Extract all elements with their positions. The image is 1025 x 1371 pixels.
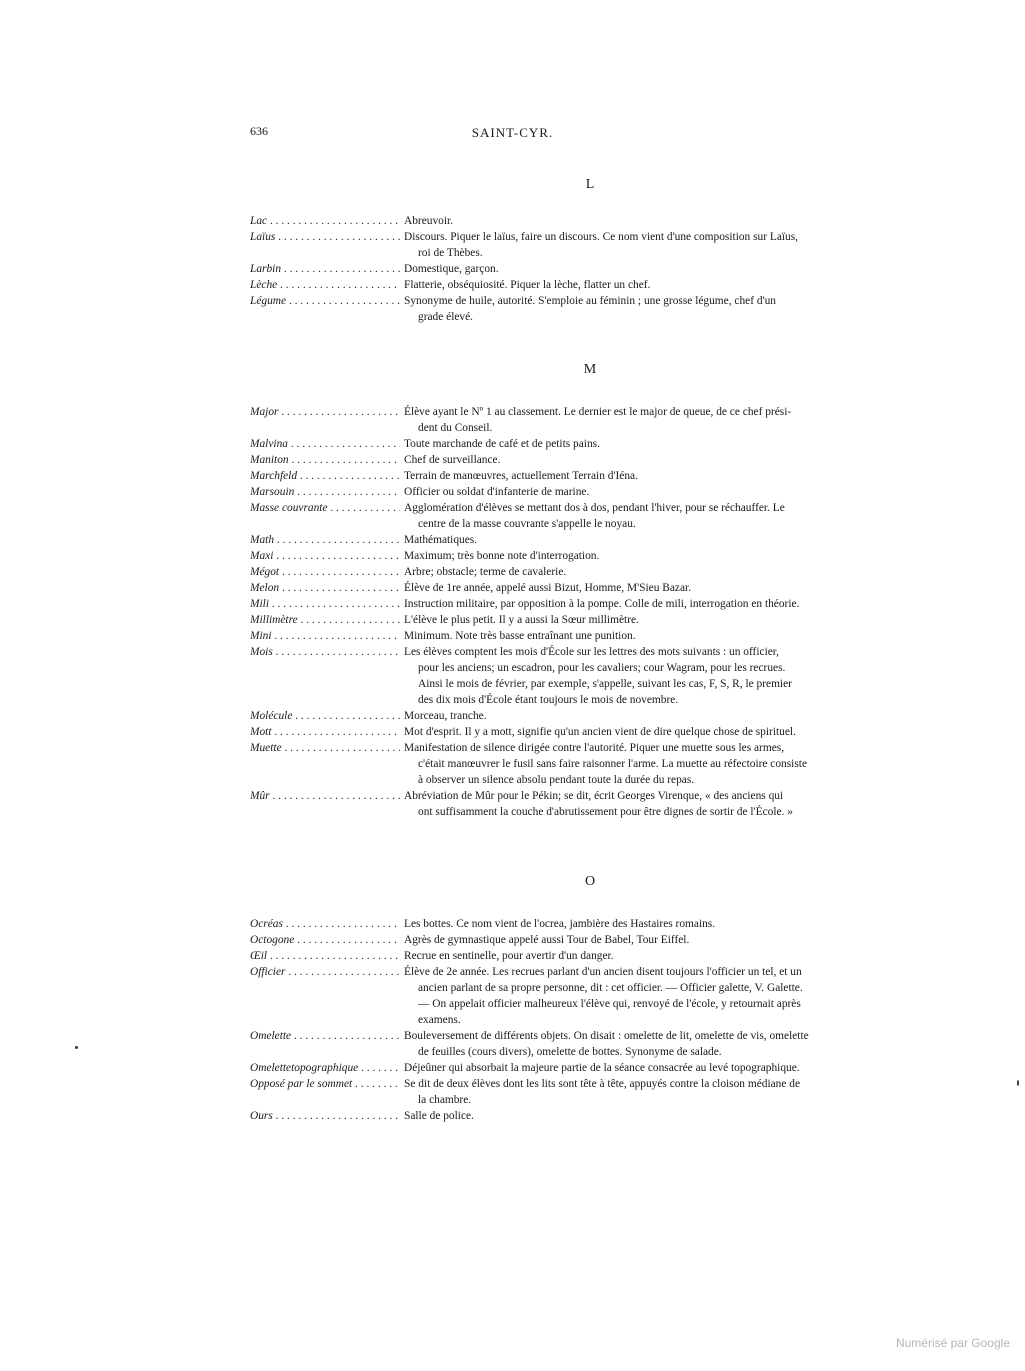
dictionary-entry (250, 229, 930, 261)
entry-term (250, 1076, 400, 1108)
definition-line: la chambre. (418, 1094, 472, 1106)
ink-speck (75, 1046, 78, 1049)
definition-line: Élève ayant le Nº 1 au classement. Le dernier est le major de queue, de ce chef prési- (404, 406, 792, 418)
entry-term-text: Œil (250, 950, 268, 962)
entry-term-text: Octogone (250, 934, 295, 946)
dictionary-entry (250, 261, 930, 277)
entry-term (250, 628, 400, 644)
dictionary-entry (250, 564, 930, 580)
entry-term (250, 740, 400, 788)
dictionary-entry (250, 500, 930, 532)
entry-term-text: Melon (250, 582, 280, 594)
entry-term-text: Omelettetopographique (250, 1062, 359, 1074)
entry-term (250, 564, 400, 580)
entry-term-text: Muette (250, 742, 282, 754)
definition-line: Les élèves comptent les mois d'École sur les lettres des mots suivants : un officier, (404, 646, 779, 658)
entry-term-text: Math (250, 534, 275, 546)
entry-definition (400, 500, 930, 532)
entry-definition (400, 213, 930, 229)
dictionary-entry (250, 1076, 930, 1108)
dictionary-entry (250, 788, 930, 820)
definition-line: Discours. Piquer le laïus, faire un discours. Ce nom vient d'une composition sur Laïus, (404, 231, 799, 243)
definition-line: ancien parlant de sa propre personne, dit : cet officier. — Officier galette, V. Galette. (418, 982, 803, 994)
definition-line: de feuilles (cours divers), omelette de bottes. Synonyme de salade. (418, 1046, 722, 1058)
entry-term (250, 293, 400, 325)
entry-definition (400, 548, 930, 564)
dictionary-entry (250, 964, 930, 1028)
definition-line: Flatterie, obséquiosité. Piquer la lèche, flatter un chef. (404, 279, 651, 291)
entry-term (250, 612, 400, 628)
entry-term-text: Maxi (250, 550, 274, 562)
entry-term-text: Ours (250, 1110, 273, 1122)
entry-definition (400, 580, 930, 596)
definition-line: Manifestation de silence dirigée contre l'autorité. Piquer une muette sous les armes, (404, 742, 785, 754)
entry-definition (400, 916, 930, 932)
section-o (250, 916, 930, 1124)
dictionary-entry (250, 628, 930, 644)
entry-definition (400, 740, 930, 788)
dictionary-entry (250, 724, 930, 740)
entry-definition (400, 644, 930, 708)
definition-line: Ainsi le mois de février, par exemple, s'appelle, suivant les cas, F, S, R, le premier (418, 678, 792, 690)
dictionary-entry (250, 404, 930, 436)
definition-line: à observer un silence absolu pendant toute la durée du repas. (418, 774, 695, 786)
entry-definition (400, 1060, 930, 1076)
entry-term-text: Marsouin (250, 486, 295, 498)
dictionary-entry (250, 740, 930, 788)
definition-line: pour les anciens; un escadron, pour les cavaliers; cour Wagram, pour les recrues. (418, 662, 786, 674)
definition-line: centre de la masse couvrante s'appelle le noyau. (418, 518, 636, 530)
dictionary-entry (250, 916, 930, 932)
section-l (250, 213, 930, 325)
dictionary-entry (250, 932, 930, 948)
dictionary-entry (250, 484, 930, 500)
entry-term-text: Mili (250, 598, 269, 610)
entry-definition (400, 1028, 930, 1060)
entry-term (250, 708, 400, 724)
dictionary-entry (250, 948, 930, 964)
section-letter-m: M (583, 362, 597, 377)
entry-term (250, 229, 400, 261)
definition-line: — On appelait officier malheureux l'élève qui, renvoyé de l'école, y retournait après (418, 998, 801, 1010)
definition-line: Instruction militaire, par opposition à la pompe. Colle de mili, interrogation en théorie. (404, 598, 800, 610)
entry-definition (400, 932, 930, 948)
definition-line: Officier ou soldat d'infanterie de marine. (404, 486, 590, 498)
entry-definition (400, 1076, 930, 1108)
dictionary-entry (250, 612, 930, 628)
dictionary-entry (250, 1108, 930, 1124)
entry-definition (400, 1108, 930, 1124)
definition-line: Se dit de deux élèves dont les lits sont tête à tête, appuyés contre la cloison médiane de (404, 1078, 801, 1090)
page-number: 636 (250, 124, 268, 138)
entry-definition (400, 468, 930, 484)
entry-definition (400, 788, 930, 820)
dictionary-entry (250, 468, 930, 484)
section-letter-o: O (584, 874, 596, 889)
definition-line: Élève de 1re année, appelé aussi Bizut, Homme, M'Sieu Bazar. (404, 582, 692, 594)
definition-line: Salle de police. (404, 1110, 474, 1122)
definition-line: roi de Thèbes. (418, 247, 483, 259)
entry-term (250, 964, 400, 1028)
dictionary-entry (250, 1028, 930, 1060)
entry-definition (400, 452, 930, 468)
entry-definition (400, 964, 930, 1028)
entry-term-text: Mégot (250, 566, 280, 578)
entry-term (250, 261, 400, 277)
entry-term (250, 916, 400, 932)
entry-definition (400, 628, 930, 644)
entry-term-text: Millimètre (250, 614, 298, 626)
entry-definition (400, 612, 930, 628)
entry-term-text: Marchfeld (250, 470, 298, 482)
definition-line: Toute marchande de café et de petits pains. (404, 438, 600, 450)
definition-line: grade élevé. (418, 311, 474, 323)
entry-definition (400, 484, 930, 500)
entry-term (250, 213, 400, 229)
entry-term-text: Légume (250, 295, 287, 307)
definition-line: Minimum. Note très basse entraînant une punition. (404, 630, 636, 642)
entry-term (250, 724, 400, 740)
entry-term (250, 1108, 400, 1124)
entry-term (250, 452, 400, 468)
entry-definition (400, 708, 930, 724)
definition-line: dent du Conseil. (418, 422, 493, 434)
entry-definition (400, 436, 930, 452)
definition-line: Synonyme de huile, autorité. S'emploie au féminin ; une grosse légume, chef d'un (404, 295, 776, 307)
definition-line: des dix mois d'École étant toujours le mois de novembre. (418, 694, 679, 706)
definition-line: Arbre; obstacle; terme de cavalerie. (404, 566, 567, 578)
entry-definition (400, 277, 930, 293)
entry-term (250, 468, 400, 484)
dictionary-entry (250, 580, 930, 596)
definition-line: c'était manœuvrer le fusil sans faire raisonner l'arme. La muette au réfectoire consiste (418, 758, 808, 770)
definition-line: Agglomération d'élèves se mettant dos à dos, pendant l'hiver, pour se réchauffer. Le (404, 502, 785, 514)
entry-term-text: Laïus (250, 231, 276, 243)
definition-line: Morceau, tranche. (404, 710, 487, 722)
entry-term-text: Malvina (250, 438, 288, 450)
definition-line: Recrue en sentinelle, pour avertir d'un danger. (404, 950, 614, 962)
section-m (250, 404, 930, 820)
entry-term (250, 948, 400, 964)
ink-speck (1017, 1080, 1019, 1086)
entry-definition (400, 293, 930, 325)
dictionary-entry (250, 452, 930, 468)
definition-line: ont suffisamment la couche d'abrutissement pour être dignes de sortir de l'École. » (418, 806, 793, 818)
entry-definition (400, 261, 930, 277)
definition-line: Bouleversement de différents objets. On disait : omelette de lit, omelette de vis, omelette (404, 1030, 809, 1042)
entry-term (250, 484, 400, 500)
dictionary-entry (250, 1060, 930, 1076)
dictionary-entry (250, 277, 930, 293)
definition-line: Chef de surveillance. (404, 454, 501, 466)
entry-term (250, 1028, 400, 1060)
dictionary-entry (250, 293, 930, 325)
entry-term-text: Mois (250, 646, 273, 658)
entry-definition (400, 404, 930, 436)
entry-term-text: Mott (250, 726, 272, 738)
google-watermark: Numérisé par Google (895, 1336, 1010, 1350)
entry-term-text: Ocréas (250, 918, 283, 930)
dictionary-entry (250, 436, 930, 452)
running-title: SAINT-CYR. (471, 125, 554, 140)
entry-term (250, 580, 400, 596)
entry-term-text: Omelette (250, 1030, 292, 1042)
entry-definition (400, 948, 930, 964)
entry-term-text: Mûr (250, 790, 270, 802)
dictionary-entry (250, 708, 930, 724)
entry-term-text: Lèche (250, 279, 278, 291)
entry-term-text: Major (250, 406, 279, 418)
definition-line: L'élève le plus petit. Il y a aussi la Sœur millimètre. (404, 614, 639, 626)
entry-term-text: Masse couvrante (250, 502, 328, 514)
entry-term (250, 932, 400, 948)
entry-term (250, 436, 400, 452)
entry-term (250, 596, 400, 612)
entry-definition (400, 229, 930, 261)
entry-term (250, 532, 400, 548)
dictionary-entry (250, 596, 930, 612)
definition-line: Mathématiques. (404, 534, 478, 546)
dictionary-entry (250, 532, 930, 548)
definition-line: Abréviation de Mûr pour le Pékin; se dit, écrit Georges Virenque, « des anciens qui (404, 790, 784, 802)
entry-term (250, 500, 400, 532)
entry-term (250, 404, 400, 436)
entry-term-text: Lac (250, 215, 268, 227)
entry-term (250, 644, 400, 708)
definition-line: Déjeûner qui absorbait la majeure partie de la séance consacrée au levé topographique. (404, 1062, 800, 1074)
entry-term-text: Mini (250, 630, 272, 642)
dictionary-entry (250, 644, 930, 708)
entry-definition (400, 532, 930, 548)
definition-line: Terrain de manœuvres, actuellement Terrain d'Iéna. (404, 470, 638, 482)
dictionary-entry (250, 548, 930, 564)
entry-definition (400, 564, 930, 580)
entry-definition (400, 724, 930, 740)
entry-term-text: Larbin (250, 263, 282, 275)
entry-term-text: Officier (250, 966, 286, 978)
definition-line: examens. (418, 1014, 461, 1026)
entry-term (250, 277, 400, 293)
entry-term-text: Maniton (250, 454, 289, 466)
entry-term (250, 788, 400, 820)
definition-line: Domestique, garçon. (404, 263, 499, 275)
entry-term (250, 548, 400, 564)
entry-term-text: Opposé par le sommet (250, 1078, 353, 1090)
entry-term-text: Molécule (250, 710, 293, 722)
entry-term (250, 1060, 400, 1076)
definition-line: Abreuvoir. (404, 215, 454, 227)
section-letter-l: L (585, 177, 595, 192)
dictionary-entry (250, 213, 930, 229)
definition-line: Agrès de gymnastique appelé aussi Tour de Babel, Tour Eiffel. (404, 934, 690, 946)
definition-line: Mot d'esprit. Il y a mott, signifie qu'un ancien vient de dire quelque chose de spirituel. (404, 726, 796, 738)
definition-line: Élève de 2e année. Les recrues parlant d'un ancien disent toujours l'officier un tel, et un (404, 966, 802, 978)
definition-line: Maximum; très bonne note d'interrogation. (404, 550, 600, 562)
definition-line: Les bottes. Ce nom vient de l'ocrea, jambière des Hastaires romains. (404, 918, 716, 930)
entry-definition (400, 596, 930, 612)
